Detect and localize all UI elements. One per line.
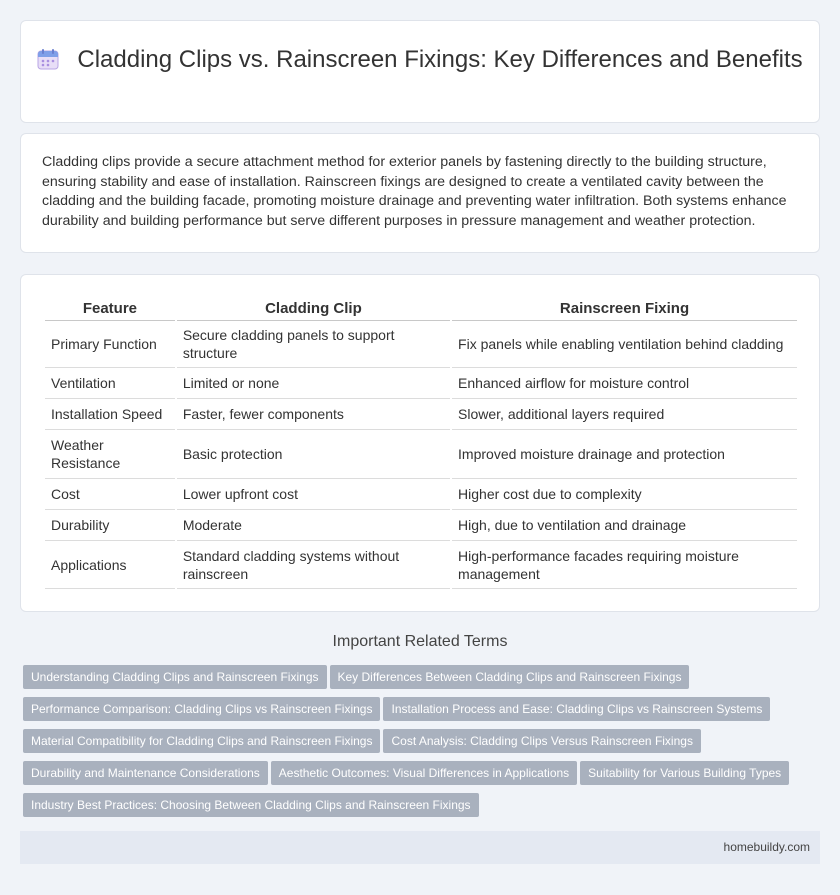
- table-row: [45, 430, 797, 479]
- title-card: [20, 20, 820, 123]
- header-feature: Feature: [45, 295, 175, 321]
- cladding-clip-cell: Limited or none: [177, 368, 450, 399]
- related-term-tag[interactable]: Material Compatibility for Cladding Clips and Rainscreen Fixings: [23, 729, 380, 753]
- feature-cell: Cost: [45, 479, 175, 510]
- table-row: [45, 479, 797, 510]
- cladding-clip-cell: Standard cladding systems without rainscreen: [177, 541, 450, 589]
- intro-card: [20, 133, 820, 253]
- feature-cell: Durability: [45, 510, 175, 541]
- related-term-tag[interactable]: Industry Best Practices: Choosing Between Cladding Clips and Rainscreen Fixings: [23, 793, 479, 817]
- intro-paragraph: Cladding clips provide a secure attachment method for exterior panels by fastening directly to the building structure, ensuring stability and ease of installation. Rainscreen fixings are designed to create a ventilated cavity between the cladding and the building facade, promoting moisture drainage and preventing water infiltration. Both systems enhance durability and building performance but serve different purposes in pressure management and weather protection.: [42, 154, 787, 229]
- calendar-icon: [37, 48, 59, 70]
- cladding-clip-cell: Secure cladding panels to support structure: [177, 321, 450, 368]
- table-header-row: [45, 295, 797, 321]
- comparison-card: [20, 274, 820, 612]
- table-row: [45, 321, 797, 368]
- related-term-tag[interactable]: Suitability for Various Building Types: [580, 761, 789, 785]
- cladding-clip-cell: Moderate: [177, 510, 450, 541]
- comparison-table: [43, 295, 799, 589]
- related-term-tag[interactable]: Cost Analysis: Cladding Clips Versus Rainscreen Fixings: [383, 729, 700, 753]
- related-term-tag[interactable]: Aesthetic Outcomes: Visual Differences in Applications: [271, 761, 577, 785]
- related-term-tag[interactable]: Installation Process and Ease: Cladding Clips vs Rainscreen Systems: [383, 697, 770, 721]
- related-term-tag[interactable]: Performance Comparison: Cladding Clips vs Rainscreen Fixings: [23, 697, 380, 721]
- cladding-clip-cell: Faster, fewer components: [177, 399, 450, 430]
- rainscreen-fixing-cell: Slower, additional layers required: [452, 399, 797, 430]
- table-row: [45, 399, 797, 430]
- related-term-tag[interactable]: Key Differences Between Cladding Clips and Rainscreen Fixings: [330, 665, 690, 689]
- table-row: [45, 510, 797, 541]
- related-terms-heading: Important Related Terms: [332, 633, 508, 650]
- page-title-text: Cladding Clips vs. Rainscreen Fixings: Key Differences and Benefits: [77, 46, 803, 73]
- footer-site-link[interactable]: homebuildy.com: [723, 840, 810, 854]
- rainscreen-fixing-cell: High-performance facades requiring moisture management: [452, 541, 797, 589]
- rainscreen-fixing-cell: Improved moisture drainage and protection: [452, 430, 797, 479]
- cladding-clip-cell: Lower upfront cost: [177, 479, 450, 510]
- footer: [20, 831, 820, 864]
- rainscreen-fixing-cell: Fix panels while enabling ventilation behind cladding: [452, 321, 797, 368]
- page-title: [21, 45, 819, 74]
- related-terms-list: [23, 665, 813, 825]
- feature-cell: Applications: [45, 541, 175, 589]
- cladding-clip-cell: Basic protection: [177, 430, 450, 479]
- feature-cell: Weather Resistance: [45, 430, 175, 479]
- related-term-tag[interactable]: Durability and Maintenance Considerations: [23, 761, 268, 785]
- rainscreen-fixing-cell: Enhanced airflow for moisture control: [452, 368, 797, 399]
- feature-cell: Primary Function: [45, 321, 175, 368]
- related-term-tag[interactable]: Understanding Cladding Clips and Rainscreen Fixings: [23, 665, 327, 689]
- feature-cell: Ventilation: [45, 368, 175, 399]
- table-row: [45, 368, 797, 399]
- rainscreen-fixing-cell: Higher cost due to complexity: [452, 479, 797, 510]
- rainscreen-fixing-cell: High, due to ventilation and drainage: [452, 510, 797, 541]
- header-rainscreen-fixing: Rainscreen Fixing: [452, 295, 797, 321]
- header-cladding-clip: Cladding Clip: [177, 295, 450, 321]
- feature-cell: Installation Speed: [45, 399, 175, 430]
- table-row: [45, 541, 797, 589]
